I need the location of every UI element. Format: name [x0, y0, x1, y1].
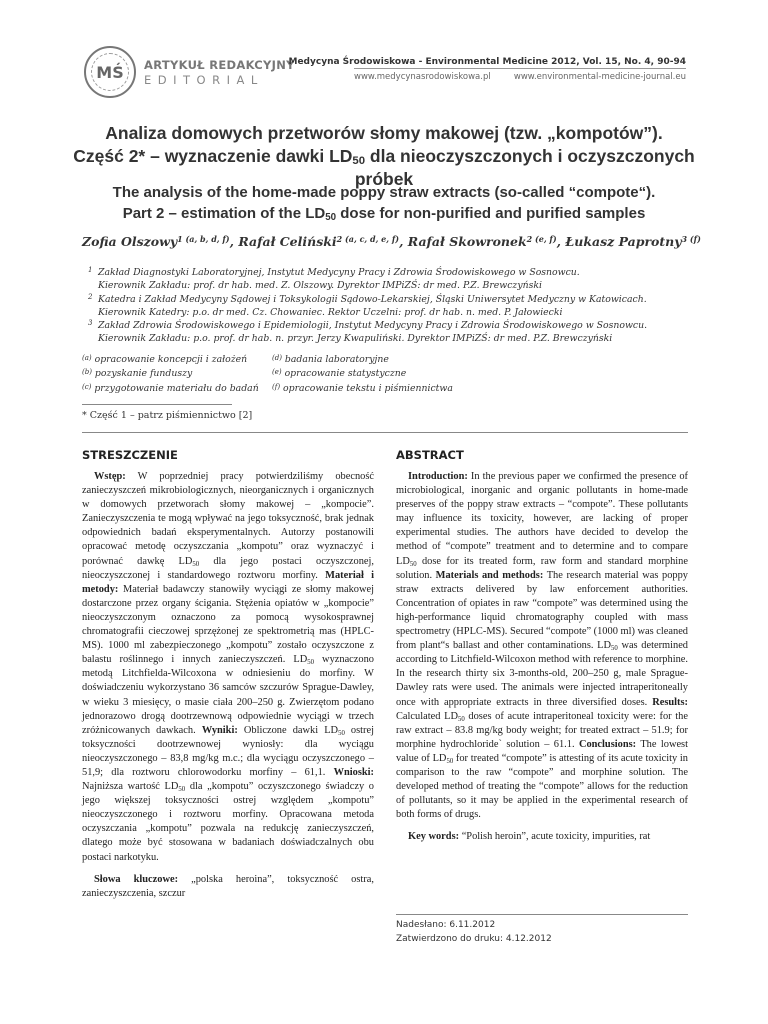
author-name: Rafał Skowronek: [407, 234, 527, 249]
contribution-item: $^{(e)}$ opracowanie statystyczne: [272, 368, 407, 380]
contribution-item: $^{(a)}$ opracowanie koncepcji i założeń: [82, 354, 248, 365]
title-english-line2: Part 2 – estimation of the $LD_{50}$ dose for non-purified and purified samples: [122, 205, 646, 223]
streszczenie-body: [82, 470, 374, 901]
abstract-keywords: Key words: “Polish heroin”, acute toxicity, impurities, rat: [408, 831, 651, 843]
accepted-date: Zatwierdzono do druku: 4.12.2012: [396, 934, 552, 944]
badge-subtitle: EDITORIAL: [144, 73, 264, 87]
abstract-heading: ABSTRACT: [396, 448, 464, 462]
badge-title: ARTYKUŁ REDAKCYJNY: [144, 58, 295, 72]
contribution-item: $^{(c)}$ przygotowanie materiału do badań: [82, 382, 259, 394]
footnote: * Część 1 – patrz piśmiennictwo [2]: [82, 410, 253, 421]
affiliation-item: 1 Zakład Diagnostyki Laboratoryjnej, Instytut Medycyny Pracy i Zdrowia Środowiskowego w Sosnowcu. Kierownik Zakładu: prof. dr hab. med. Z. Olszowy. Dyrektor IMPiZŚ: dr med. P.Z. Brewczyński: [88, 266, 580, 292]
header-divider: [354, 68, 686, 69]
author-affiliation: 1 (a, b, d, f): [177, 234, 230, 244]
footnote-divider: [82, 404, 232, 405]
affiliation-item: 3 Zakład Zdrowia Środowiskowego i Epidemiologii, Instytut Medycyny Pracy i Zdrowia Środowiskowego w Sosnowcu. Kierownik Zakładu: p.o. prof. dr hab. n. przyr. Jerzy Kwapuliński. Dyrektor IMPiZŚ: dr med. P.Z. Brewczyński: [88, 319, 648, 345]
contribution-item: $^{(f)}$ opracowanie tekstu i piśmiennictwa: [272, 382, 453, 394]
website-pl-link[interactable]: www.medycynasrodowiskowa.pl: [354, 72, 491, 82]
author-name: Łukasz Paprotny: [565, 234, 682, 249]
title-polish-line2: Część 2* – wyznaczenie dawki $LD_{50}$ dla nieoczyszczonych i oczyszczonych próbek: [73, 146, 695, 189]
journal-logo: [84, 46, 136, 98]
author-list: Zofia Olszowy$^{1 (a, b, d, f)}$, Rafał Celiński$^{2 (a, c, d, e, f)}$, Rafał Skowronek$^{2 (e, f)}$, Łukasz Paprotny$^{3 (f)}$: [82, 234, 701, 249]
author-affiliation: 2 (a, c, d, e, f): [336, 234, 400, 244]
title-english-line1: The analysis of the home-made poppy straw extracts (so-called “compote“).: [112, 184, 656, 201]
contribution-item: $^{(b)}$ pozyskanie funduszy: [82, 368, 193, 380]
affiliation-item: 2 Katedra i Zakład Medycyny Sądowej i Toksykologii Sądowo-Lekarskiej, Śląski Uniwersytet Medyczny w Katowicach. Kierownik Katedry: p.o. dr med. Cz. Chowaniec. Rektor Uczelni: prof. dr hab. n. med. P. Jałowiecki: [88, 292, 647, 318]
abstract-paragraph: Introduction: In the previous paper we confirmed the presence of microbiological, inorganic and organic pollutants in home-made preserves of the poppy straw extracts – “compote”. These pollutants may influence its toxicity, however, are lacking of proper experimental studies. The authors have decided to develop the method of “compote” treatment and to determine and to compare $LD_{50}$ dose for its treated form, raw form and standard morphine solution. Materials and methods: The research material was poppy straw extracts delivered by law enforcement authorities. Concentration of opiates in raw “compote” was determined using the high-performance liquid chromatography coupled with mass spectrometry (HPLC-MS). Secured “compote” (1000 ml) was cleaned from plant“s ballast and other contaminations. $LD_{50}$ was determined according to Litchfield-Wilcoxon method with reference to morphine. In the research thirty six 3-months-old, 200–250 g, male Sprague-Dawley rats were used. The animals were injected intraperitoneally once with appropriate extracts in three diversified doses. Results: Calculated $LD_{50}$ doses of acute intraperitoneal toxicity were: for the raw extract – 83.8 mg/kg body weight; for treated extract – 51.9; for morphine hydrochloride` solution – 61.1. Conclusions: The lowest value of $LD_{50}$ for treated “compote” is attesting of its acute toxicity in comparison to the raw “compote” and morphine solution. The developed method of treating the “compote” allows for the reduction of pollutants, so it may be applied in the experimental research of both forms of drugs.: [396, 471, 689, 821]
website-en-link[interactable]: www.environmental-medicine-journal.eu: [513, 72, 686, 82]
affiliations: [88, 266, 688, 346]
title-polish-line1: Analiza domowych przetworów słomy makowej (tzw. „kompotów”).: [105, 123, 663, 143]
author-name: Zofia Olszowy: [82, 234, 178, 249]
streszczenie-keywords: Słowa kluczowe: „polska heroina”, toksyczność ostra, zanieczyszczenia, szczur: [82, 873, 374, 899]
contribution-item: $^{(d)}$ badania laboratoryjne: [272, 354, 389, 365]
title-polish: [60, 122, 708, 191]
author-affiliation: 3 (f): [681, 234, 701, 244]
page-header: [0, 0, 768, 100]
abstract-body: [396, 470, 688, 844]
publication-dates: [396, 918, 552, 946]
author-name: Rafał Celiński: [238, 234, 337, 249]
streszczenie-paragraph: Wstęp: W poprzedniej pracy potwierdziliśmy obecność zanieczyszczeń mikrobiologicznych, nieorganicznych i organicznych w domowych przetworach słomy makowej – „kompocie”. Zanieczyszczenia te mogą wpływać na jego toksyczność, brak jednak odpowiednich badań eksperymentalnych. Autorzy postanowili opracować metodę oczyszczania „kompotu” oraz wyznaczyć i porównać dawkę $LD_{50}$ dla jego postaci oczyszczonej, nieoczyszczonej i standardowego roztworu morfiny. Materiał i metody: Materiał badawczy stanowiły wyciągi ze słomy makowej dostarczone przez organy ścigania. Stężenia opiatów w „kompocie” nieoczyszczonym oznaczono za pomocą wysokosprawnej chromatografii cieczowej sprzężonej ze spektrometrią mas (HPLC-MS). 1000 ml zabezpieczonego „kompotu” zostało oczyszczone z balastu roślinnego i innych zanieczyszczeń. $LD_{50}$ wyznaczono metodą Litchfielda-Wilcoxona w odniesieniu do morfiny. W doświadczeniu wykorzystano 36 samców szczurów Sprague-Dawley, w wieku 3 miesięcy, o masie ciała 200–250 g. Zwierzętom podano jednorazowo drogą dootrzewnową odpowiednie wyciągi w trzech zróżnicowanych dawkach. Wyniki: Obliczone dawki $LD_{50}$ ostrej toksyczności dootrzewnowej wyniosły: dla wyciągu nieoczyszczonego – 83,8 mg/kg m.c.; dla wyciągu oczyszczonego – 51,9; dla roztworu chlorowodorku morfiny – 61,1. Wnioski: Najniższa wartość $LD_{50}$ dla „kompotu” oczyszczonego świadczy o jego większej toksyczności ostrej względem „kompotu” nieoczyszczonego i roztworu morfiny. Opracowana metoda oczyszczania „kompotu” pozwala na redukcję zanieczyszczeń, dlatego może być stosowana w badaniach doświadczalnych obu postaci narkotyku.: [82, 471, 374, 863]
logo-text: MŚ: [96, 62, 124, 82]
section-divider: [82, 432, 688, 433]
received-date: Nadesłano: 6.11.2012: [396, 920, 496, 930]
dates-divider: [396, 914, 688, 915]
author-affiliation: 2 (e, f): [526, 234, 557, 244]
title-english: [60, 182, 708, 224]
journal-citation: Medycyna Środowiskowa - Environmental Medicine 2012, Vol. 15, No. 4, 90-94: [288, 57, 686, 67]
streszczenie-heading: STRESZCZENIE: [82, 448, 178, 462]
